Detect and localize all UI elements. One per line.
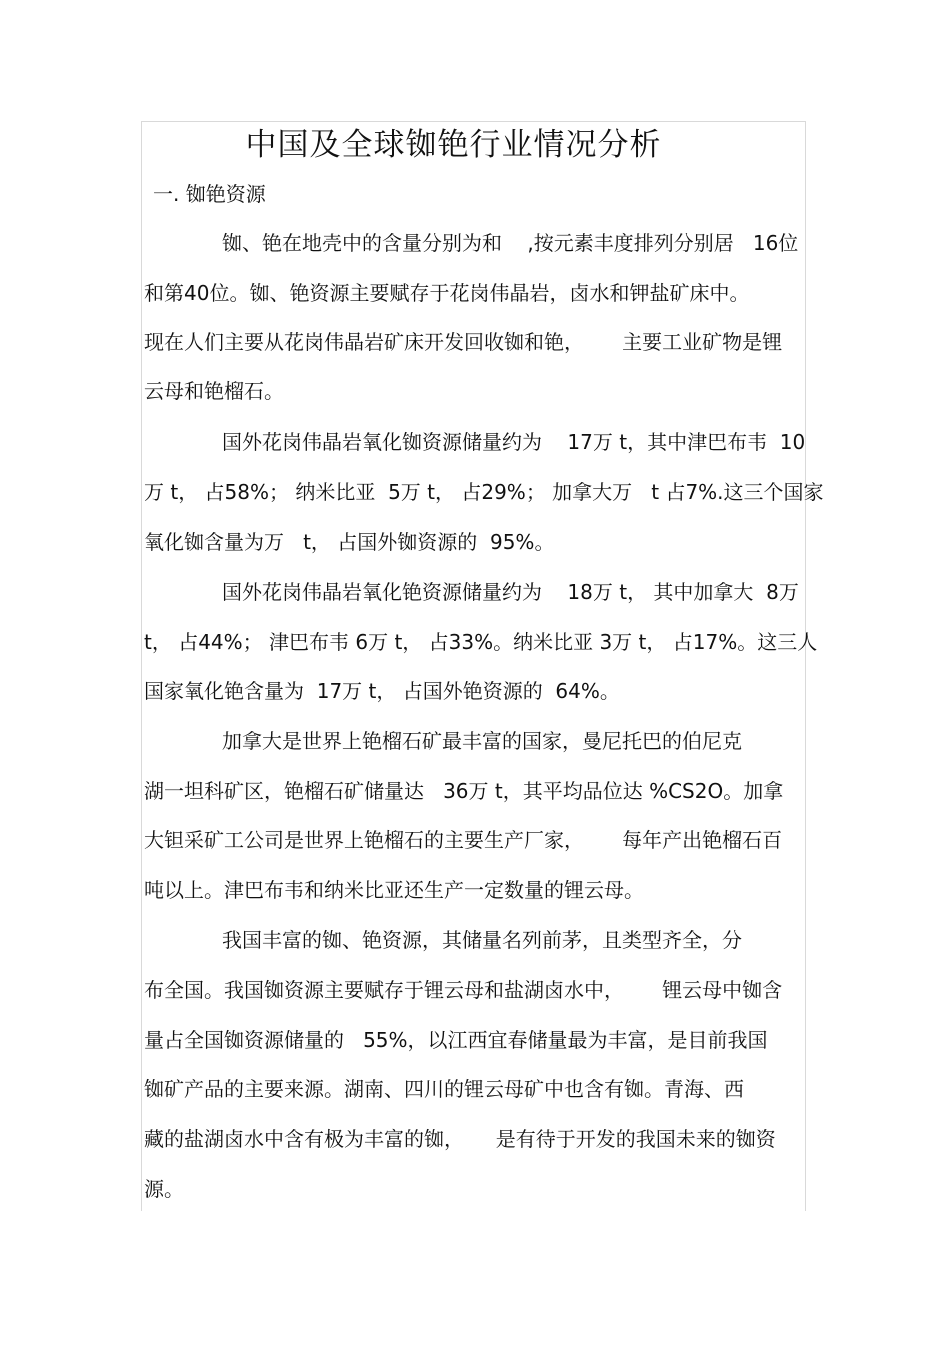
text-line: 现在人们主要从花岗伟晶岩矿床开发回收铷和铯， 主要工业矿物是锂	[144, 330, 783, 354]
text-line: 氧化铷含量为万 t， 占国外铷资源的 95%。	[144, 530, 555, 554]
text-line: 量占全国铷资源储量的 55%，以江西宜春储量最为丰富，是目前我国	[144, 1028, 768, 1052]
text-line: 万 t， 占58%； 纳米比亚 5万 t， 占29%； 加拿大万 t 占7%.这三个国家	[144, 480, 824, 504]
section-heading: 一. 铷铯资源	[153, 182, 266, 206]
text-line: 国外花岗伟晶岩氧化铷资源储量约为 17万 t，其中津巴布韦 10	[222, 430, 806, 454]
text-line: 国家氧化铯含量为 17万 t， 占国外铯资源的 64%。	[144, 679, 620, 703]
text-line: 藏的盐湖卤水中含有极为丰富的铷， 是有待于开发的我国未来的铷资	[144, 1127, 776, 1151]
text-line: 加拿大是世界上铯榴石矿最丰富的国家，曼尼托巴的伯尼克	[222, 729, 742, 753]
text-line: 国外花岗伟晶岩氧化铯资源储量约为 18万 t， 其中加拿大 8万	[222, 580, 799, 604]
text-line: 湖一坦科矿区，铯榴石矿储量达 36万 t，其平均品位达 %CS2O。加拿	[144, 779, 784, 803]
text-line: 云母和铯榴石。	[144, 379, 284, 403]
document-title: 中国及全球铷铯行业情况分析	[245, 127, 662, 163]
text-line: 大钽采矿工公司是世界上铯榴石的主要生产厂家， 每年产出铯榴石百	[144, 828, 783, 852]
text-line: t， 占44%； 津巴布韦 6万 t， 占33%。纳米比亚 3万 t， 占17%。这三人	[144, 630, 818, 654]
text-line: 和第40位。铷、铯资源主要赋存于花岗伟晶岩，卤水和钾盐矿床中。	[144, 281, 750, 305]
text-line: 吨以上。津巴布韦和纳米比亚还生产一定数量的锂云母。	[144, 878, 644, 902]
text-line: 源。	[144, 1177, 184, 1201]
text-line: 我国丰富的铷、铯资源，其储量名列前茅，且类型齐全，分	[222, 928, 742, 952]
text-line: 布全国。我国铷资源主要赋存于锂云母和盐湖卤水中， 锂云母中铷含	[144, 978, 783, 1002]
text-line: 铷矿产品的主要来源。湖南、四川的锂云母矿中也含有铷。青海、西	[144, 1077, 744, 1101]
text-line: 铷、铯在地壳中的含量分别为和 ,按元素丰度排列分别居 16位	[222, 231, 799, 255]
